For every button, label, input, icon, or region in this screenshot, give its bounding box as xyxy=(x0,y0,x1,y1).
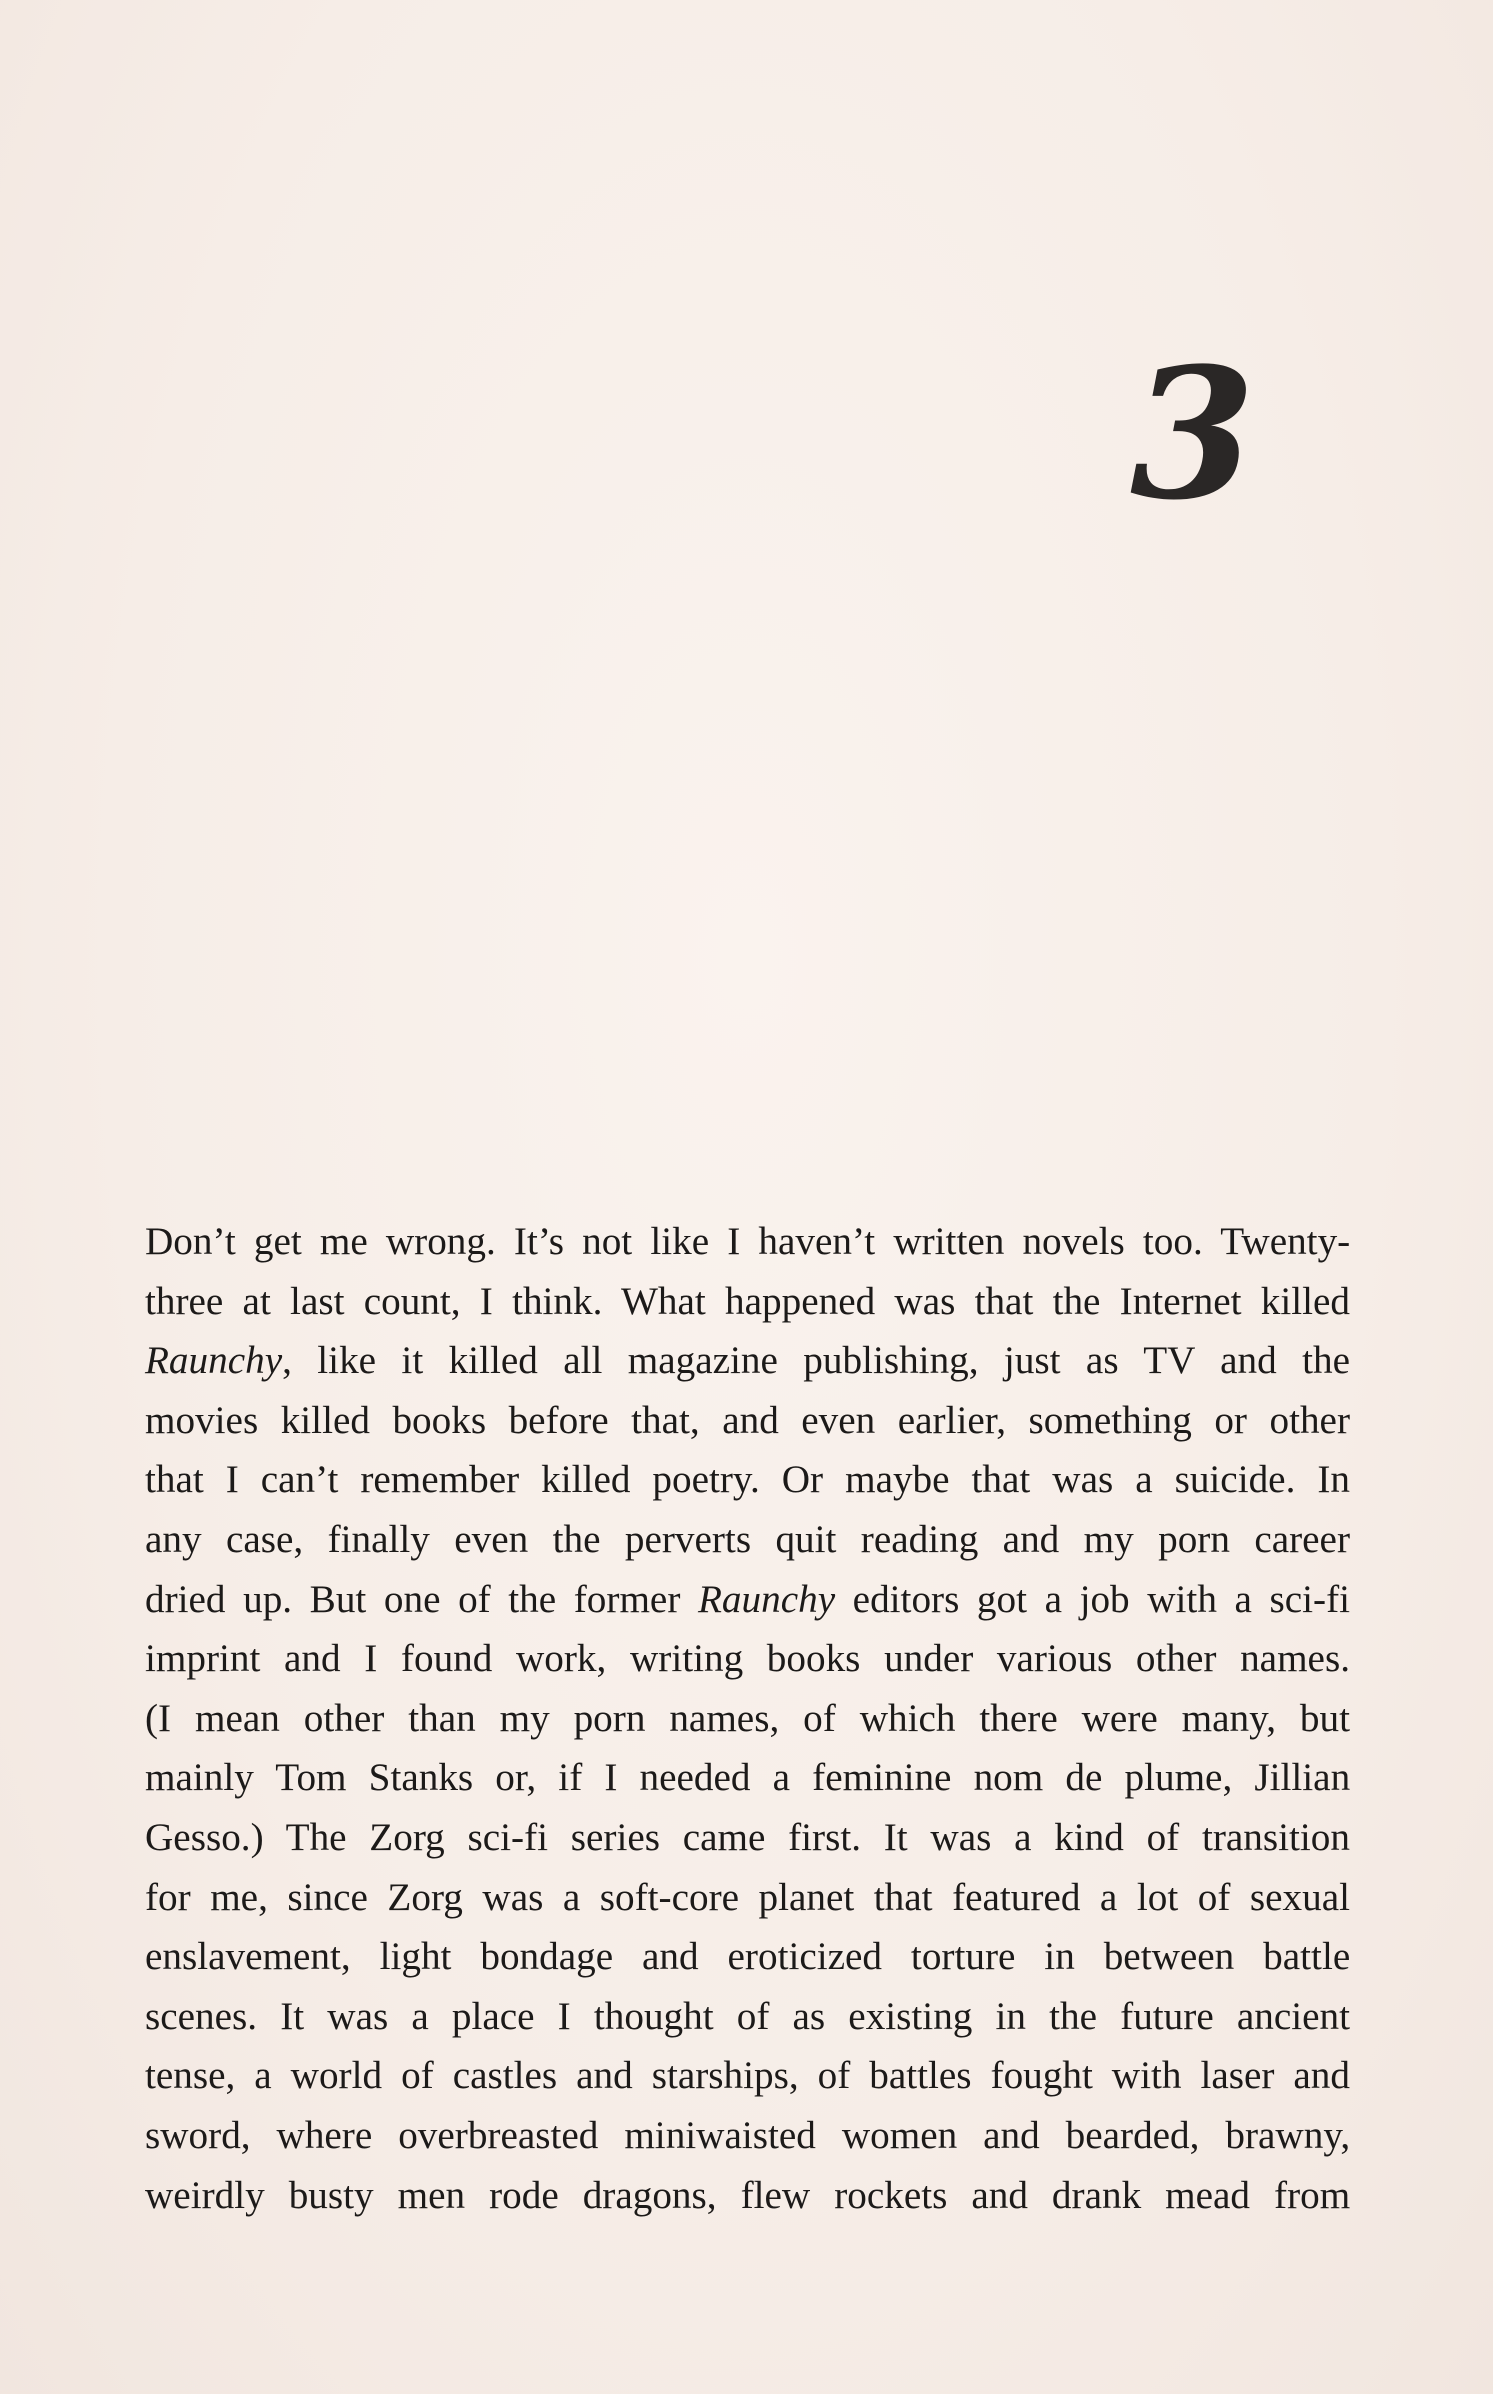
text-segment: mainly Tom Stanks or, if I needed a feminine nom de plume, Jillian xyxy=(145,1756,1351,1800)
text-segment: any case, finally even the perverts quit reading and my porn career xyxy=(145,1517,1350,1561)
text-line xyxy=(145,2166,1350,2226)
italic-title: Raunchy xyxy=(697,1577,836,1621)
text-line xyxy=(145,1987,1350,2047)
text-line xyxy=(145,1510,1350,1570)
text-segment: scenes. It was a place I thought of as existing in the future ancient xyxy=(145,1994,1350,2038)
italic-title: Raunchy xyxy=(145,1339,283,1383)
text-line xyxy=(145,1629,1350,1689)
text-segment: three at last count, I think. What happened was that the Internet killed xyxy=(145,1279,1350,1323)
text-line xyxy=(145,1212,1350,1272)
text-line xyxy=(145,1391,1350,1451)
text-line xyxy=(145,1808,1350,1868)
text-segment: editors got a job with a sci-fi xyxy=(835,1577,1351,1621)
chapter-number: 3 xyxy=(1130,329,1256,540)
text-segment: imprint and I found work, writing books under various other names. xyxy=(145,1637,1350,1681)
text-line xyxy=(145,1689,1350,1749)
text-line xyxy=(145,2106,1350,2166)
text-segment: movies killed books before that, and even earlier, something or other xyxy=(145,1398,1350,1442)
text-segment: , like it killed all magazine publishing, just as TV and the xyxy=(282,1339,1350,1383)
text-line xyxy=(145,1272,1350,1332)
text-segment: enslavement, light bondage and eroticized torture in between battle xyxy=(145,1935,1351,1979)
text-line xyxy=(145,2046,1350,2106)
text-line xyxy=(145,1927,1350,1987)
text-segment: tense, a world of castles and starships, of battles fought with laser and xyxy=(145,2054,1350,2098)
text-segment: weirdly busty men rode dragons, flew rockets and drank mead from xyxy=(145,2173,1351,2217)
text-segment: sword, where overbreasted miniwaisted women and bearded, brawny, xyxy=(145,2113,1351,2157)
text-line xyxy=(145,1868,1350,1928)
text-segment: Gesso.) The Zorg sci-fi series came first. It was a kind of transition xyxy=(145,1815,1350,1859)
text-segment: dried up. But one of the former xyxy=(145,1577,698,1621)
text-line xyxy=(145,1748,1350,1808)
text-segment: for me, since Zorg was a soft-core planet that featured a lot of sexual xyxy=(145,1875,1350,1919)
body-paragraph xyxy=(145,1212,1350,2225)
text-line xyxy=(145,1570,1350,1630)
text-line xyxy=(145,1331,1350,1391)
text-segment: that I can’t remember killed poetry. Or maybe that was a suicide. In xyxy=(145,1458,1350,1502)
text-segment: (I mean other than my porn names, of which there were many, but xyxy=(145,1696,1350,1740)
text-segment: Don’t get me wrong. It’s not like I haven’t written novels too. Twenty- xyxy=(145,1220,1351,1263)
text-line xyxy=(145,1450,1350,1510)
